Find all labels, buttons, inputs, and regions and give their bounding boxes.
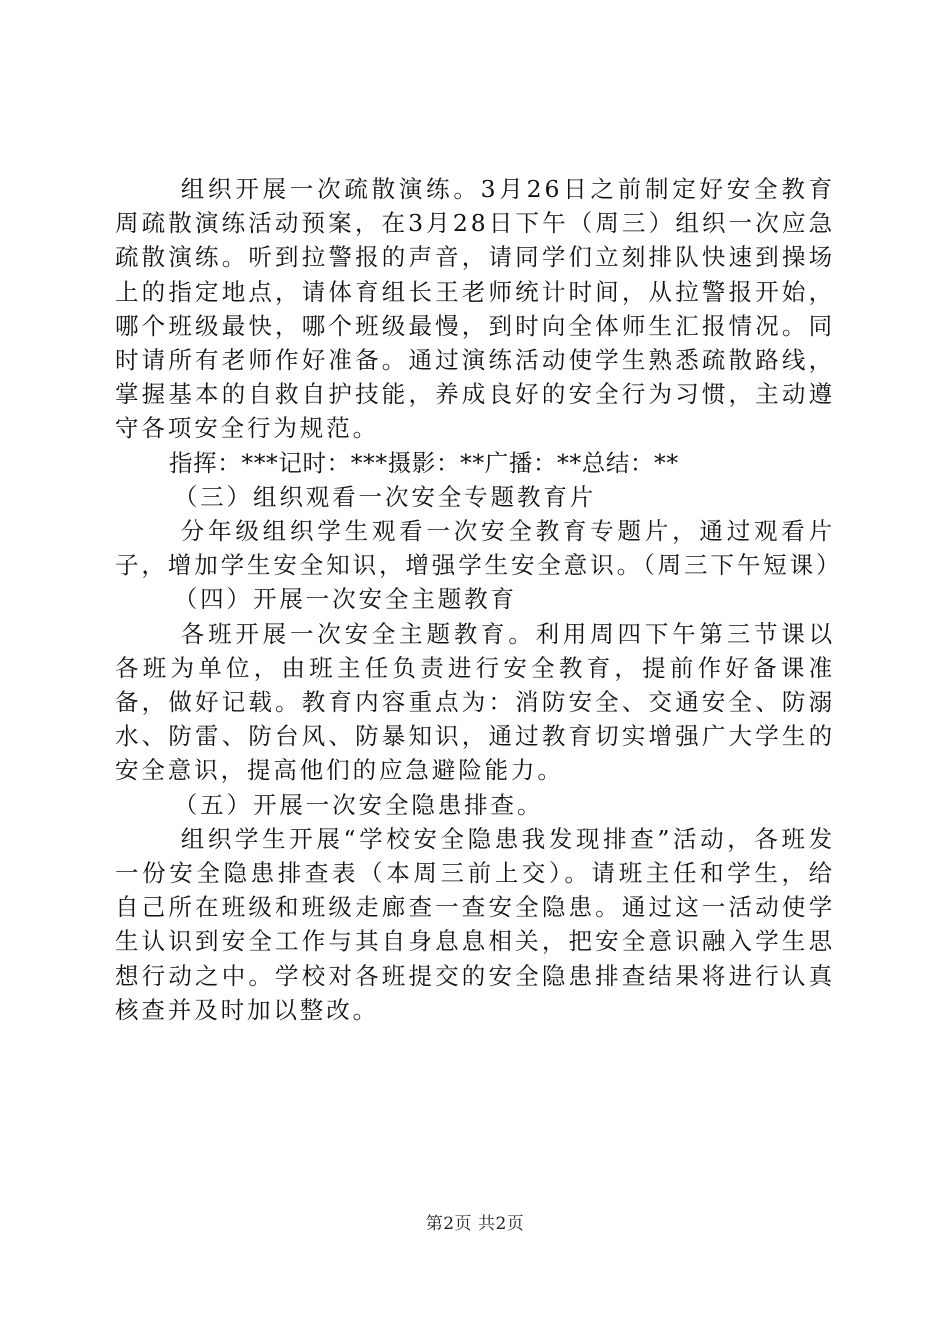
paragraph-staff-roles: 指挥：***记时：***摄影：**广播：**总结：** [169, 448, 679, 477]
paragraph-safety-film: 分年级组织学生观看一次安全教育专题片，通过观看片子，增加学生安全知识，增强学生安全意识。（周三下午短课） [115, 517, 843, 580]
section-heading-4: （四）开展一次安全主题教育 [173, 585, 517, 614]
section-heading-5: （五）开展一次安全隐患排查。 [173, 790, 544, 819]
paragraph-hazard-inspection: 组织学生开展“学校安全隐患我发现排查”活动，各班发一份安全隐患排查表（本周三前上交）。请班主任和学生，给自己所在班级和班级走廊查一查安全隐患。通过这一活动使学生认识到安全工作与其自身息息相关，把安全意识融入学生思想行动之中。学校对各班提交的安全隐患排查结果将进行认真核查并及时加以整改。 [115, 824, 835, 1024]
paragraph-theme-education: 各班开展一次安全主题教育。利用周四下午第三节课以各班为单位，由班主任负责进行安全教育，提前作好备课准备，做好记载。教育内容重点为：消防安全、交通安全、防溺水、防雷、防台风、防暴知识，通过教育切实增强广大学生的安全意识，提高他们的应急避险能力。 [115, 619, 835, 785]
page-footer: 第2页 共2页 [425, 1214, 525, 1234]
section-heading-3: （三）组织观看一次安全专题教育片 [173, 482, 597, 511]
paragraph-evacuation-drill: 组织开展一次疏散演练。3月26日之前制定好安全教育周疏散演练活动预案，在3月28日下午（周三）组织一次应急疏散演练。听到拉警报的声音，请同学们立刻排队快速到操场上的指定地点，请体育组长王老师统计时间，从拉警报开始，哪个班级最快，哪个班级最慢，到时向全体师生汇报情况。同时请所有老师作好准备。通过演练活动使学生熟悉疏散路线，掌握基本的自救自护技能，养成良好的安全行为习惯，主动遵守各项安全行为规范。 [115, 175, 835, 443]
document-body [115, 172, 843, 1027]
